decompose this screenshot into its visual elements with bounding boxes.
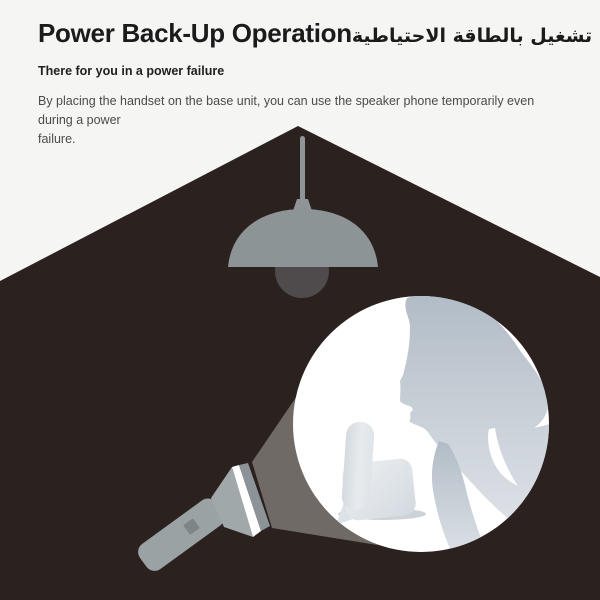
body-line-2: failure. <box>38 132 76 146</box>
subtitle: There for you in a power failure <box>38 64 225 78</box>
page-title-arabic: تشغيل بالطاقة الاحتياطية <box>351 25 593 47</box>
title-row <box>38 18 594 49</box>
header <box>38 18 594 49</box>
body-line-1: By placing the handset on the base unit, you can use the speaker phone temporarily even during a power <box>38 94 535 127</box>
page-title: Power Back-Up Operation <box>38 18 352 48</box>
body-text <box>38 92 548 149</box>
